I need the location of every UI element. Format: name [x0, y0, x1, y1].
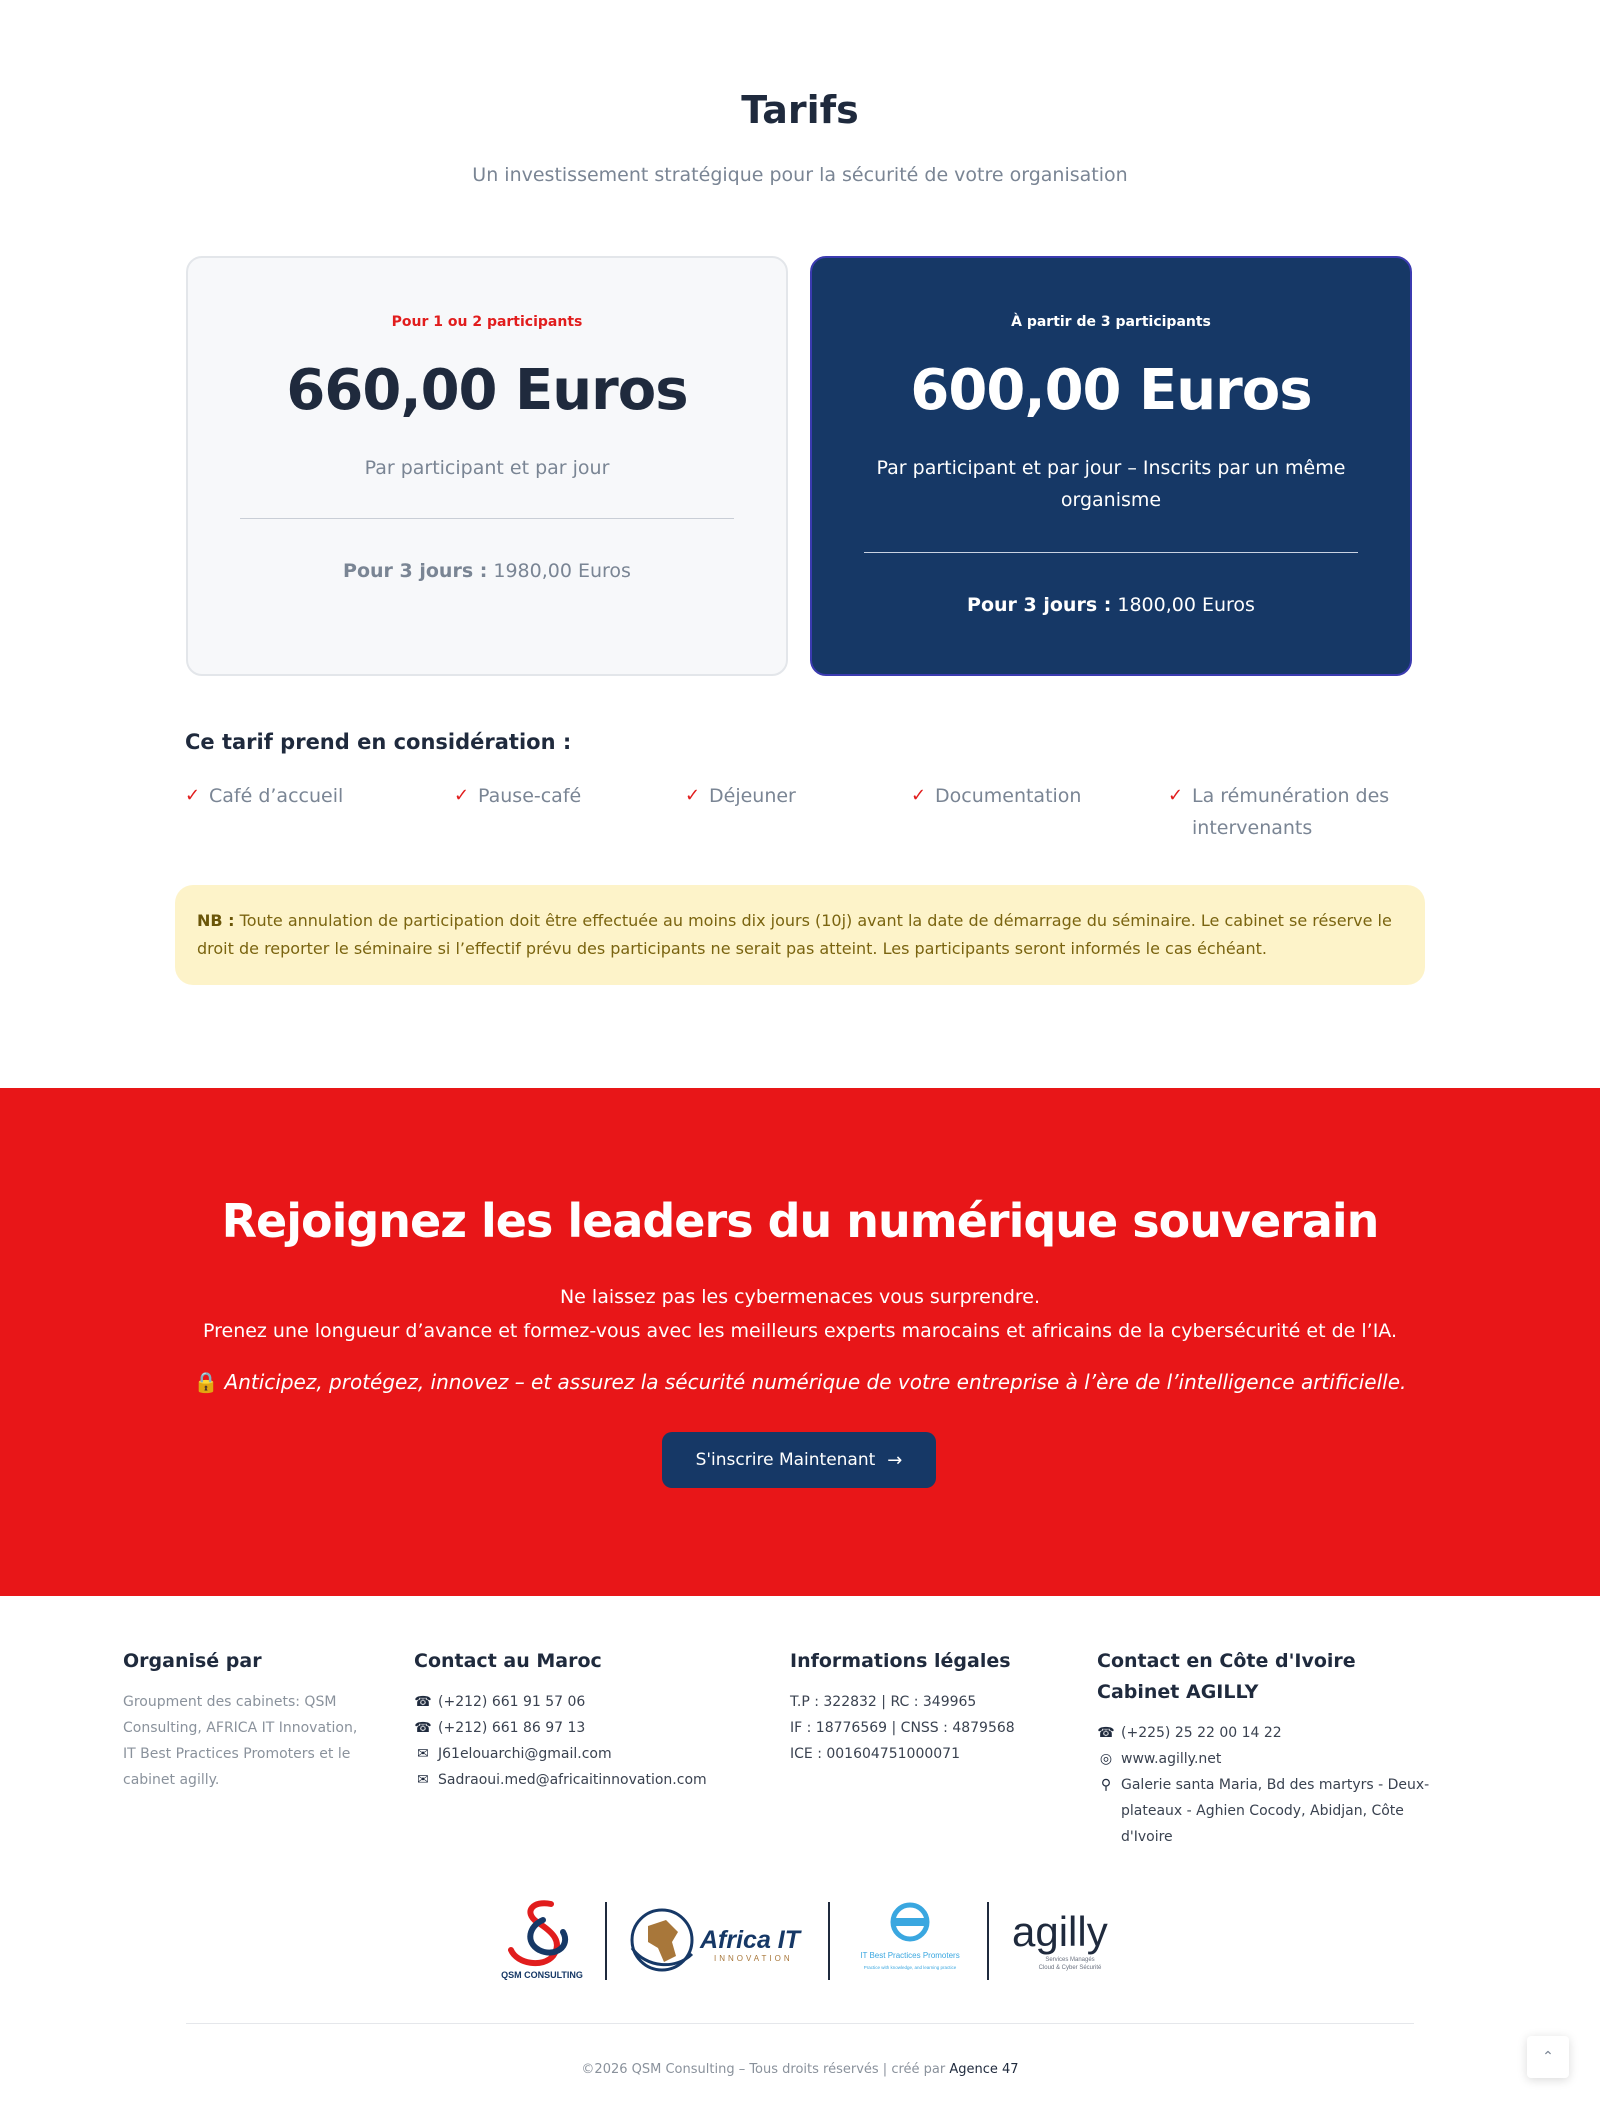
- cta-section: [0, 1088, 1600, 1596]
- price-card-price: 660,00 Euros: [286, 358, 688, 423]
- africa-it-innovation-logo: [626, 1898, 812, 1982]
- price-card-price: 600,00 Euros: [910, 358, 1312, 423]
- cta-title: Rejoignez les leaders du numérique souverain: [221, 1194, 1379, 1248]
- pricing-title: Tarifs: [741, 88, 859, 132]
- agilly-logo: [1008, 1898, 1120, 1982]
- legal-line: T.P : 322832 | RC : 349965: [790, 1694, 977, 1710]
- footer-ivory-heading: Contact en Côte d'Ivoire: [1097, 1650, 1356, 1672]
- phone-number: (+212) 661 91 57 06: [438, 1694, 586, 1710]
- includes-title: Ce tarif prend en considération :: [185, 730, 572, 754]
- email-link[interactable]: [414, 1767, 754, 1793]
- price-card-total: [188, 560, 786, 582]
- footer-contact-morocco: [414, 1646, 754, 1793]
- website-link[interactable]: [1097, 1746, 1447, 1772]
- register-button[interactable]: [662, 1432, 936, 1488]
- include-item: [454, 780, 654, 812]
- check-icon: ✓: [1168, 785, 1184, 806]
- logo-separator: [828, 1902, 830, 1980]
- footer-legal-info: [790, 1646, 1050, 1767]
- legal-line: ICE : 001604751000071: [790, 1746, 960, 1762]
- check-icon: ✓: [454, 785, 470, 806]
- register-button-label: S'inscrire Maintenant: [695, 1450, 876, 1470]
- footer-organizer-text: Groupment des cabinets: QSM Consulting, AFRICA IT Innovation, IT Best Practices Promoters et le cabinet agilly.: [123, 1694, 358, 1788]
- price-card-total-value: 1980,00 Euros: [487, 560, 631, 582]
- svg-text:agilly: agilly: [1012, 1908, 1108, 1955]
- footer-organizer: [123, 1646, 373, 1793]
- globe-icon: ◎: [1099, 1751, 1113, 1767]
- check-icon: ✓: [185, 785, 201, 806]
- qsm-consulting-logo: [493, 1898, 591, 1982]
- svg-text:Africa IT: Africa IT: [700, 1926, 801, 1954]
- footer-legal-heading: Informations légales: [790, 1650, 1011, 1672]
- phone-icon: ☎: [1097, 1725, 1115, 1741]
- website-url: www.agilly.net: [1121, 1751, 1222, 1767]
- price-card-total-label: Pour 3 jours :: [343, 560, 488, 582]
- phone-number: (+225) 25 22 00 14 22: [1121, 1725, 1282, 1741]
- notice-text: Toute annulation de participation doit être effectuée au moins dix jours (10j) avant la date de démarrage du séminaire. Le cabinet se réserve le droit de reporter le séminaire si l’effectif prévu des participants ne serait pas atteint. Les participants seront informés le cas échéant.: [197, 911, 1392, 958]
- chevron-up-icon: ⌃: [1542, 2049, 1554, 2065]
- envelope-icon: ✉: [417, 1746, 429, 1762]
- logo-separator: [987, 1902, 989, 1980]
- include-item-label: Pause-café: [478, 785, 582, 807]
- partner-logos: [0, 1898, 1600, 1982]
- price-card-divider: [240, 518, 734, 519]
- email-address: J61elouarchi@gmail.com: [438, 1746, 612, 1762]
- envelope-icon: ✉: [417, 1772, 429, 1788]
- svg-text:QSM CONSULTING: QSM CONSULTING: [501, 1970, 583, 1980]
- phone-icon: ☎: [414, 1694, 432, 1710]
- svg-text:Practice with knowledge, and l: Practice with knowledge, and learning practice: [863, 1965, 957, 1970]
- include-item-label: La rémunération des intervenants: [1192, 785, 1390, 839]
- price-card-tag: À partir de 3 participants: [1011, 314, 1211, 330]
- cta-tagline-text: Anticipez, protégez, innovez – et assurez la sécurité numérique de votre entreprise à l’ère de l’intelligence artificielle.: [224, 1370, 1407, 1394]
- address-text: Galerie santa Maria, Bd des martyrs - Deux-plateaux - Aghien Cocody, Abidjan, Côte d'Ivoire: [1121, 1777, 1430, 1845]
- notice-label: NB :: [197, 911, 235, 930]
- phone-link[interactable]: [1097, 1720, 1447, 1746]
- copyright-text: ©2026 QSM Consulting – Tous droits réservés | créé par: [581, 2062, 950, 2077]
- cancellation-notice: [175, 885, 1425, 985]
- agency-link[interactable]: Agence 47: [949, 2062, 1019, 2077]
- back-to-top-button[interactable]: [1527, 2036, 1569, 2078]
- price-card-description: Par participant et par jour – Inscrits par un même organisme: [876, 457, 1346, 511]
- lock-icon: 🔒: [193, 1370, 219, 1394]
- legal-line: IF : 18776569 | CNSS : 4879568: [790, 1720, 1015, 1736]
- include-item: [911, 780, 1141, 812]
- check-icon: ✓: [911, 785, 927, 806]
- price-card-total: [812, 594, 1410, 616]
- price-card-small-group: [186, 256, 788, 676]
- arrow-right-icon: →: [887, 1449, 903, 1471]
- svg-text:INNOVATION: INNOVATION: [714, 1954, 793, 1963]
- svg-text:IT Best Practices Promoters: IT Best Practices Promoters: [860, 1951, 960, 1960]
- copyright: [0, 2062, 1600, 2077]
- footer-ivory-subheading: Cabinet AGILLY: [1097, 1681, 1259, 1703]
- include-item-label: Café d’accueil: [209, 785, 344, 807]
- include-item: [685, 780, 885, 812]
- phone-number: (+212) 661 86 97 13: [438, 1720, 586, 1736]
- email-address: Sadraoui.med@africaitinnovation.com: [438, 1772, 707, 1788]
- email-link[interactable]: [414, 1741, 754, 1767]
- footer-organizer-heading: Organisé par: [123, 1650, 262, 1672]
- footer-morocco-heading: Contact au Maroc: [414, 1650, 602, 1672]
- price-card-group: [810, 256, 1412, 676]
- price-card-description: Par participant et par jour: [364, 457, 610, 479]
- cta-tagline: [0, 1370, 1600, 1394]
- pricing-subtitle: Un investissement stratégique pour la sécurité de votre organisation: [472, 164, 1128, 186]
- svg-text:Cloud & Cyber Sécurité: Cloud & Cyber Sécurité: [1038, 1965, 1102, 1971]
- svg-text:Services Managés: Services Managés: [1045, 1957, 1095, 1963]
- price-card-total-value: 1800,00 Euros: [1111, 594, 1255, 616]
- address: [1097, 1772, 1447, 1850]
- footer-divider: [186, 2023, 1414, 2024]
- include-item: [185, 780, 415, 812]
- cta-text-line-1: Ne laissez pas les cybermenaces vous surprendre.: [559, 1286, 1041, 1308]
- include-item-label: Documentation: [935, 785, 1082, 807]
- price-card-tag: Pour 1 ou 2 participants: [391, 314, 583, 330]
- footer-contact-ivory-coast: [1097, 1646, 1447, 1850]
- cta-text-line-2: Prenez une longueur d’avance et formez-vous avec les meilleurs experts marocains et africains de la cybersécurité et de l’IA.: [202, 1320, 1398, 1342]
- phone-icon: ☎: [414, 1720, 432, 1736]
- it-best-practices-logo: [850, 1898, 970, 1982]
- check-icon: ✓: [685, 785, 701, 806]
- footer: [0, 1596, 1600, 2110]
- logo-separator: [605, 1902, 607, 1980]
- price-card-divider: [864, 552, 1358, 553]
- map-pin-icon: ⚲: [1100, 1777, 1112, 1793]
- price-card-total-label: Pour 3 jours :: [967, 594, 1112, 616]
- phone-link[interactable]: [414, 1715, 754, 1741]
- include-item: [1168, 780, 1408, 844]
- include-item-label: Déjeuner: [709, 785, 796, 807]
- phone-link[interactable]: [414, 1689, 754, 1715]
